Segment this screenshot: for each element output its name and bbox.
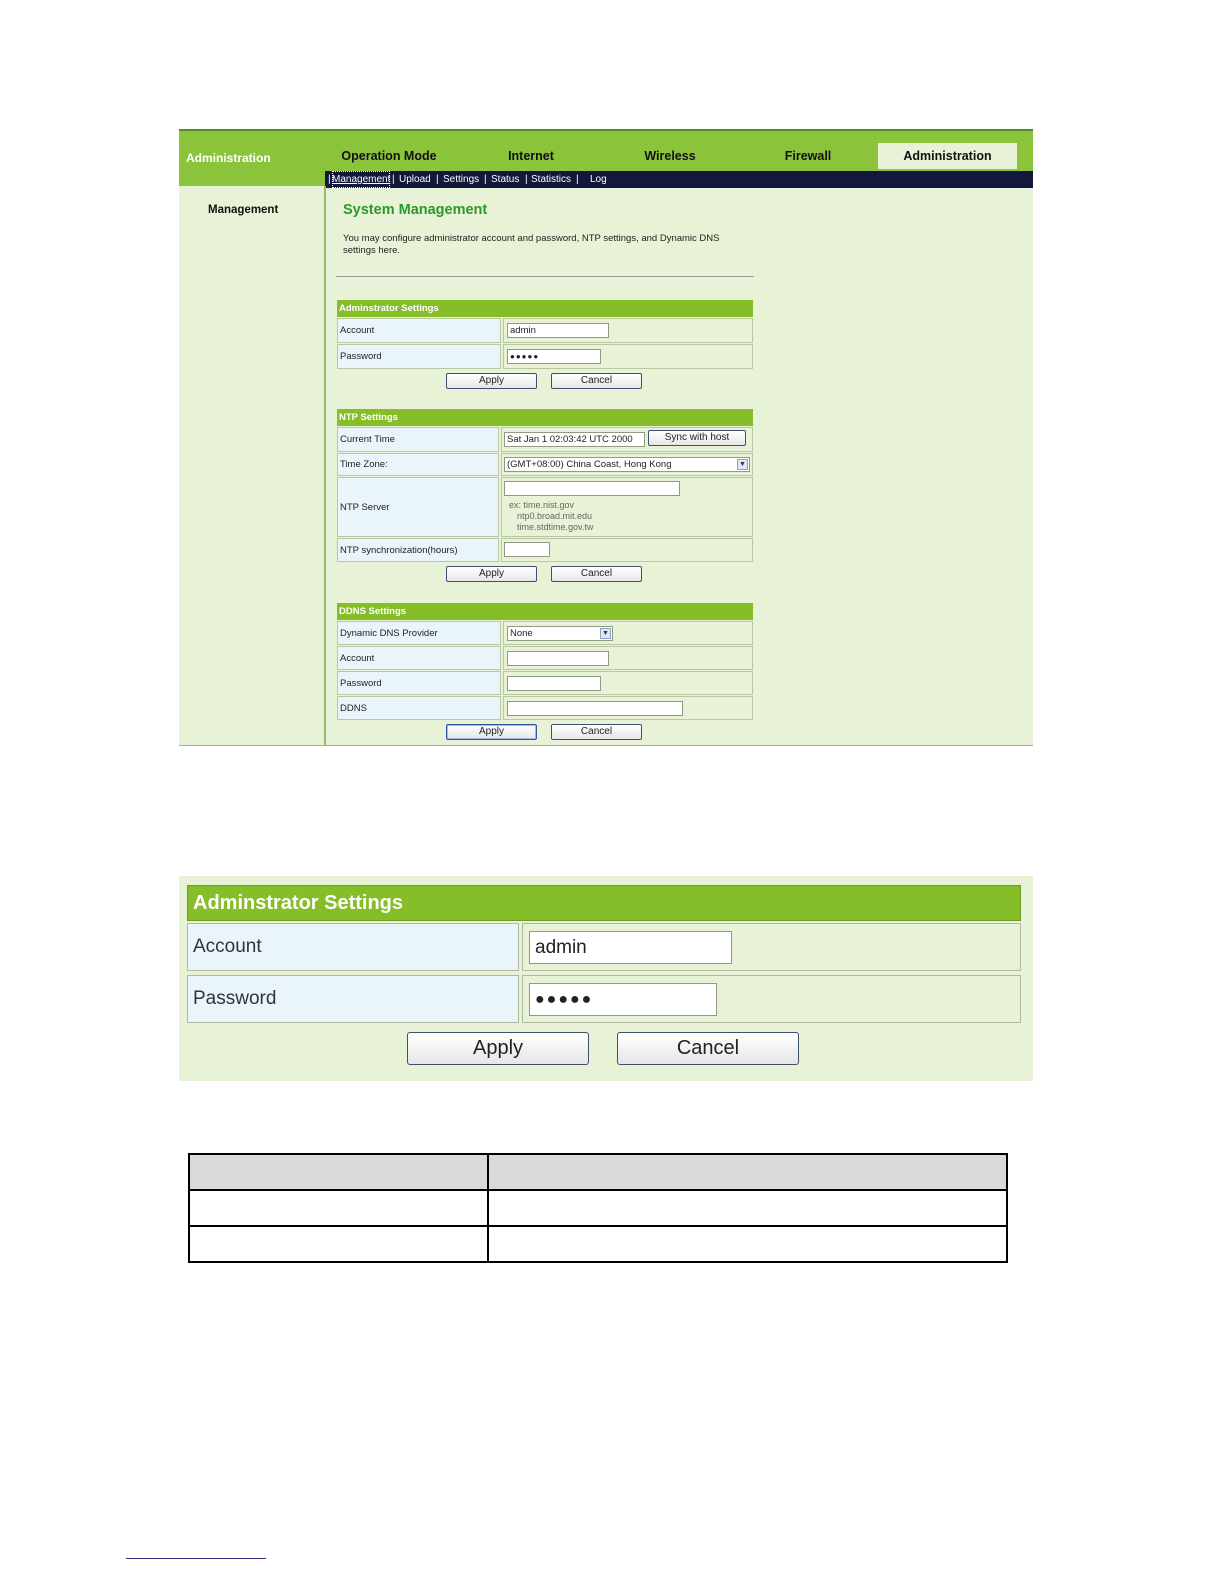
ntp-server-example: ex: time.nist.gov	[509, 500, 575, 510]
ntp-server-cell	[501, 477, 753, 537]
table-row	[189, 1226, 1007, 1262]
admin-account-input[interactable]: admin	[507, 323, 609, 338]
table-header-row	[189, 1154, 1007, 1190]
timezone-value: (GMT+08:00) China Coast, Hong Kong	[507, 459, 672, 470]
ntp-server-example: time.stdtime.gov.tw	[517, 522, 594, 532]
admin-apply-button[interactable]: Apply	[446, 373, 537, 389]
table-row	[189, 1190, 1007, 1226]
ntp-current-time-label: Current Time	[337, 427, 499, 452]
separator: |	[576, 174, 579, 185]
ddns-domain-row	[337, 696, 753, 720]
footnote-divider	[126, 1558, 266, 1559]
tab-firewall[interactable]: Firewall	[784, 149, 832, 163]
subnav-upload[interactable]: Upload	[399, 174, 431, 185]
ddns-domain-cell	[503, 696, 753, 720]
ntp-settings-header: NTP Settings	[337, 409, 753, 426]
ntp-apply-button[interactable]: Apply	[446, 566, 537, 582]
chevron-down-icon[interactable]: ▼	[600, 628, 611, 639]
ddns-provider-row	[337, 621, 753, 645]
ddns-provider-select[interactable]	[507, 626, 613, 641]
sidebar-item-management[interactable]: Management	[208, 204, 279, 216]
table-header-cell	[488, 1154, 1007, 1190]
admin-password-input[interactable]: ●●●●●	[507, 349, 601, 364]
separator: |	[436, 174, 439, 185]
admin-account-label: Account	[337, 318, 501, 343]
table-cell	[488, 1226, 1007, 1262]
ddns-provider-cell	[503, 621, 753, 645]
ddns-settings-header: DDNS Settings	[337, 603, 753, 620]
admin-account-cell	[503, 318, 753, 343]
sub-nav	[325, 171, 1033, 188]
admin-settings-header: Adminstrator Settings	[337, 300, 753, 317]
admin-password-cell	[503, 344, 753, 369]
tab-administration[interactable]: Administration	[878, 143, 1017, 169]
subnav-log[interactable]: Log	[590, 174, 607, 185]
ntp-server-example: ntp0.broad.mit.edu	[517, 511, 593, 521]
zoom-account-input[interactable]: admin	[529, 931, 732, 964]
admin-account-row	[337, 318, 753, 343]
ddns-password-input[interactable]	[507, 676, 601, 691]
ddns-cancel-button[interactable]: Cancel	[551, 724, 642, 740]
ntp-cancel-button[interactable]: Cancel	[551, 566, 642, 582]
separator: |	[328, 174, 331, 185]
divider	[336, 276, 754, 277]
zoom-password-label: Password	[187, 975, 519, 1023]
ddns-provider-label: Dynamic DNS Provider	[337, 621, 501, 645]
subnav-statistics[interactable]: Statistics	[531, 174, 572, 185]
zoom-password-input[interactable]: ●●●●●	[529, 983, 717, 1016]
separator: |	[525, 174, 528, 185]
subnav-settings[interactable]: Settings	[443, 174, 480, 185]
ntp-timezone-row	[337, 453, 753, 476]
current-time-field: Sat Jan 1 02:03:42 UTC 2000	[504, 432, 645, 447]
separator: |	[484, 174, 487, 185]
admin-password-label: Password	[337, 344, 501, 369]
tab-operation-mode[interactable]: Operation Mode	[341, 149, 437, 163]
table-header-cell	[189, 1154, 488, 1190]
page-title: System Management	[343, 202, 488, 218]
ntp-server-row	[337, 477, 753, 537]
ddns-domain-input[interactable]	[507, 701, 683, 716]
ddns-apply-button[interactable]: Apply	[446, 724, 537, 740]
table-cell	[189, 1190, 488, 1226]
table-cell	[488, 1190, 1007, 1226]
ddns-domain-label: DDNS	[337, 696, 501, 720]
tab-internet[interactable]: Internet	[508, 149, 554, 163]
ddns-password-cell	[503, 671, 753, 695]
router-admin-screenshot	[179, 129, 1033, 746]
ntp-sync-hours-input[interactable]	[504, 542, 550, 557]
separator: |	[392, 174, 395, 185]
ntp-current-time-row	[337, 427, 753, 452]
ddns-provider-value: None	[510, 628, 533, 639]
zoom-admin-header: Adminstrator Settings	[187, 885, 1021, 921]
chevron-down-icon[interactable]: ▼	[737, 459, 748, 470]
admin-settings-zoom-screenshot	[179, 876, 1033, 1081]
admin-cancel-button[interactable]: Cancel	[551, 373, 642, 389]
ddns-account-cell	[503, 646, 753, 670]
ntp-sync-hours-cell	[501, 538, 753, 562]
admin-password-row	[337, 344, 753, 369]
ddns-password-label: Password	[337, 671, 501, 695]
zoom-password-cell	[522, 975, 1021, 1023]
brand-title: Administration	[186, 151, 271, 165]
zoom-apply-button[interactable]: Apply	[407, 1032, 589, 1065]
zoom-password-row	[187, 975, 1021, 1023]
ddns-account-input[interactable]	[507, 651, 609, 666]
zoom-account-row	[187, 923, 1021, 971]
zoom-account-cell	[522, 923, 1021, 971]
ntp-sync-hours-label: NTP synchronization(hours)	[337, 538, 499, 562]
ddns-account-row	[337, 646, 753, 670]
ntp-timezone-cell	[501, 453, 753, 476]
ntp-server-input[interactable]	[504, 481, 680, 496]
zoom-account-label: Account	[187, 923, 519, 971]
zoom-cancel-button[interactable]: Cancel	[617, 1032, 799, 1065]
description-table	[188, 1153, 1008, 1263]
ntp-current-time-cell	[501, 427, 753, 452]
left-sidebar	[179, 186, 326, 745]
subnav-management[interactable]: Management	[332, 171, 390, 188]
sync-with-host-button[interactable]: Sync with host	[648, 430, 746, 446]
table-cell	[189, 1226, 488, 1262]
page-description: You may configure administrator account and password, NTP settings, and Dynamic DNS settings here.	[343, 233, 720, 256]
top-bar	[179, 129, 1033, 186]
ddns-password-row	[337, 671, 753, 695]
timezone-select[interactable]	[504, 457, 750, 472]
ntp-server-label: NTP Server	[337, 477, 499, 537]
subnav-status[interactable]: Status	[491, 174, 520, 185]
ntp-timezone-label: Time Zone:	[337, 453, 499, 476]
ntp-sync-hours-row	[337, 538, 753, 562]
ddns-account-label: Account	[337, 646, 501, 670]
tab-wireless[interactable]: Wireless	[644, 149, 696, 163]
